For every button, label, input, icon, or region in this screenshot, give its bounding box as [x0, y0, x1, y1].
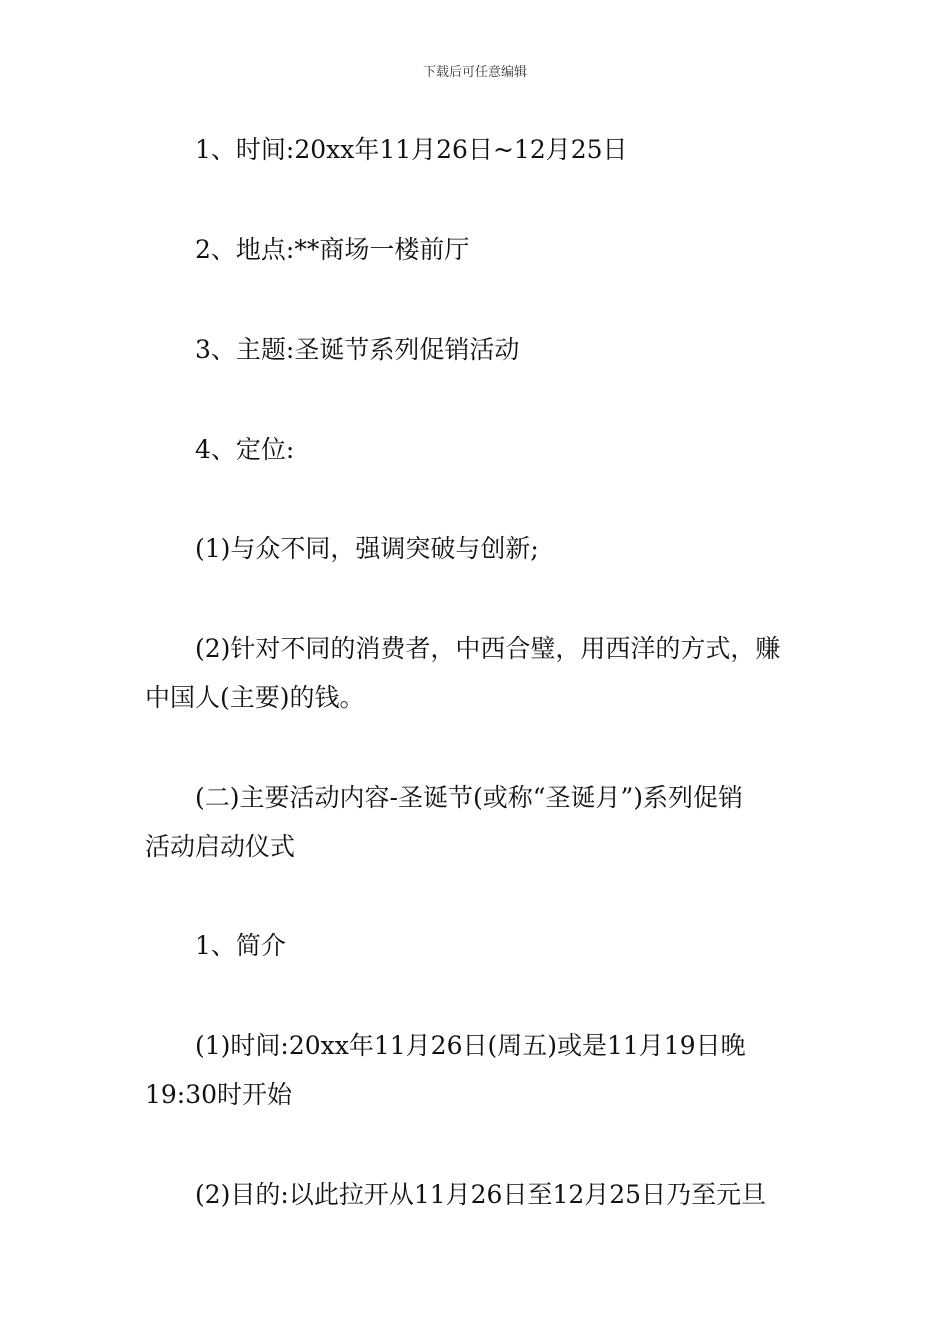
- page-header: 下载后可任意编辑: [422, 65, 527, 80]
- paragraph-intro-purpose: (2)目的:以此拉开从11月26日至12月25日乃至元旦: [195, 1180, 767, 1209]
- paragraph-intro-time: [145, 1021, 810, 1119]
- paragraph-positioning: 4、定位:: [195, 435, 295, 464]
- paragraph-time: 1、时间:20xx年11月26日~12月25日: [195, 135, 628, 164]
- paragraph-line: (2)针对不同的消费者，中西合璧，用西洋的方式，赚: [195, 634, 781, 663]
- paragraph-intro: 1、简介: [195, 931, 286, 960]
- paragraph-main-activity: [145, 773, 810, 871]
- paragraph-location: 2、地点:**商场一楼前厅: [195, 235, 470, 264]
- paragraph-line: (1)时间:20xx年11月26日(周五)或是11月19日晚: [195, 1031, 746, 1060]
- paragraph-theme: 3、主题:圣诞节系列促销活动: [195, 335, 520, 364]
- paragraph-positioning-1: (1)与众不同，强调突破与创新;: [195, 534, 539, 563]
- paragraph-line: 19:30时开始: [145, 1080, 293, 1109]
- paragraph-line: (二)主要活动内容-圣诞节(或称“圣诞月”)系列促销: [195, 783, 744, 812]
- paragraph-line: 中国人(主要)的钱。: [145, 683, 365, 712]
- paragraph-positioning-2: [145, 624, 810, 722]
- paragraph-line: 活动启动仪式: [145, 832, 296, 861]
